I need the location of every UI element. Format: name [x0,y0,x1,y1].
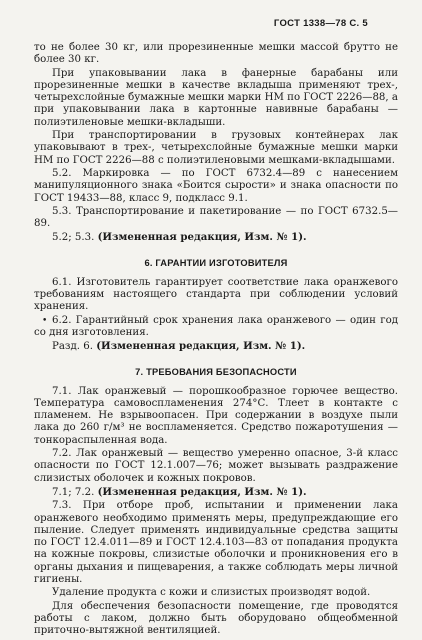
document-body [34,42,398,638]
revision-text: (Измененная редакция, Изм. № 1). [96,340,306,353]
clause-7-1: 7.1. Лак оранжевый — порошкообразное горючее вещество. Температура самовоспламенения 274°С. Тлеет в контакте с пламенем. Не взрывоопасен. При содержании в воздухе пыли лака до 260 г/м³ не воспламеняется. Средство пожаротушения — тонкораспыленная вода. [34,385,398,446]
revision-ref: 7.1; 7.2. [52,486,95,498]
clause-6-2: • 6.2. Гарантийный срок хранения лака оранжевого — один год со дня изготовления. [34,315,398,340]
revision-text: (Измененная редакция, Изм. № 1). [97,485,307,498]
removal-paragraph: Удаление продукта с кожи и слизистых производят водой. [52,587,371,599]
ventilation-paragraph: Для обеспечения безопасности помещение, где проводятся работы с лаком, должно быть оборудовано общеобменной приточно-вытяжной вентиляцией. [34,600,398,637]
packaging-paragraph: При упаковывании лака в фанерные барабаны или прорезиненные мешки в качестве вкладыша применяют трех-, четырехслойные бумажные мешки марки НМ по ГОСТ 2226—88, а при упаковывании лака в картонные навивные барабаны — полиэтиленовые мешки-вкладыши. [34,67,398,128]
revision-ref: 5.2; 5.3. [52,232,95,244]
clause-5-3: 5.3. Транспортирование и пакетирование — по ГОСТ 6732.5—89. [34,205,398,230]
revision-ref: Разд. 6. [52,341,93,353]
clause-6-1: 6.1. Изготовитель гарантирует соответствие лака оранжевого требованиям настоящего стандарта при соблюдении условий хранения. [34,276,398,313]
clause-7-3: 7.3. При отборе проб, испытании и применении лака оранжевого необходимо применять меры, предупреждающие его пыление. Следует применять индивидуальные средства защиты по ГОСТ 12.4.011—89 и ГОСТ 12.4.103—83 от попадания продукта на кожные покровы, слизистые оболочки и проникновения его в органы дыхания и пищеварения, а также соблюдать меры личной гигиены. [34,500,398,585]
revision-note-7 [34,486,398,499]
continued-paragraph: то не более 30 кг, или прорезиненные мешки массой брутто не более 30 кг. [34,42,398,66]
transport-paragraph: При транспортировании в грузовых контейнерах лак упаковывают в трех-, четырехслойные бумажные мешки марки НМ по ГОСТ 2226—88 с полиэтиленовыми мешками-вкладышами. [34,130,398,166]
section-7-title: 7. ТРЕБОВАНИЯ БЕЗОПАСНОСТИ [135,366,297,377]
margin-mark: • [42,315,48,326]
section-6-title: 6. ГАРАНТИИ ИЗГОТОВИТЕЛЯ [144,257,288,268]
clause-7-2: 7.2. Лак оранжевый — вещество умеренно опасное, 3-й класс опасности по ГОСТ 12.1.007—76; может вызывать раздражение слизистых оболочек и кожных покровов. [34,448,398,484]
page-header: ГОСТ 1338—78 С. 5 [273,18,368,29]
revision-note-6 [34,340,398,353]
clause-5-2: 5.2. Маркировка — по ГОСТ 6732.4—89 с нанесением манипуляционного знака «Боится сырости» и знака опасности по ГОСТ 19433—88, класс 9, подкласс 9.1. [34,167,398,204]
revision-text: (Измененная редакция, Изм. № 1). [97,231,307,244]
revision-note-5 [34,231,398,244]
